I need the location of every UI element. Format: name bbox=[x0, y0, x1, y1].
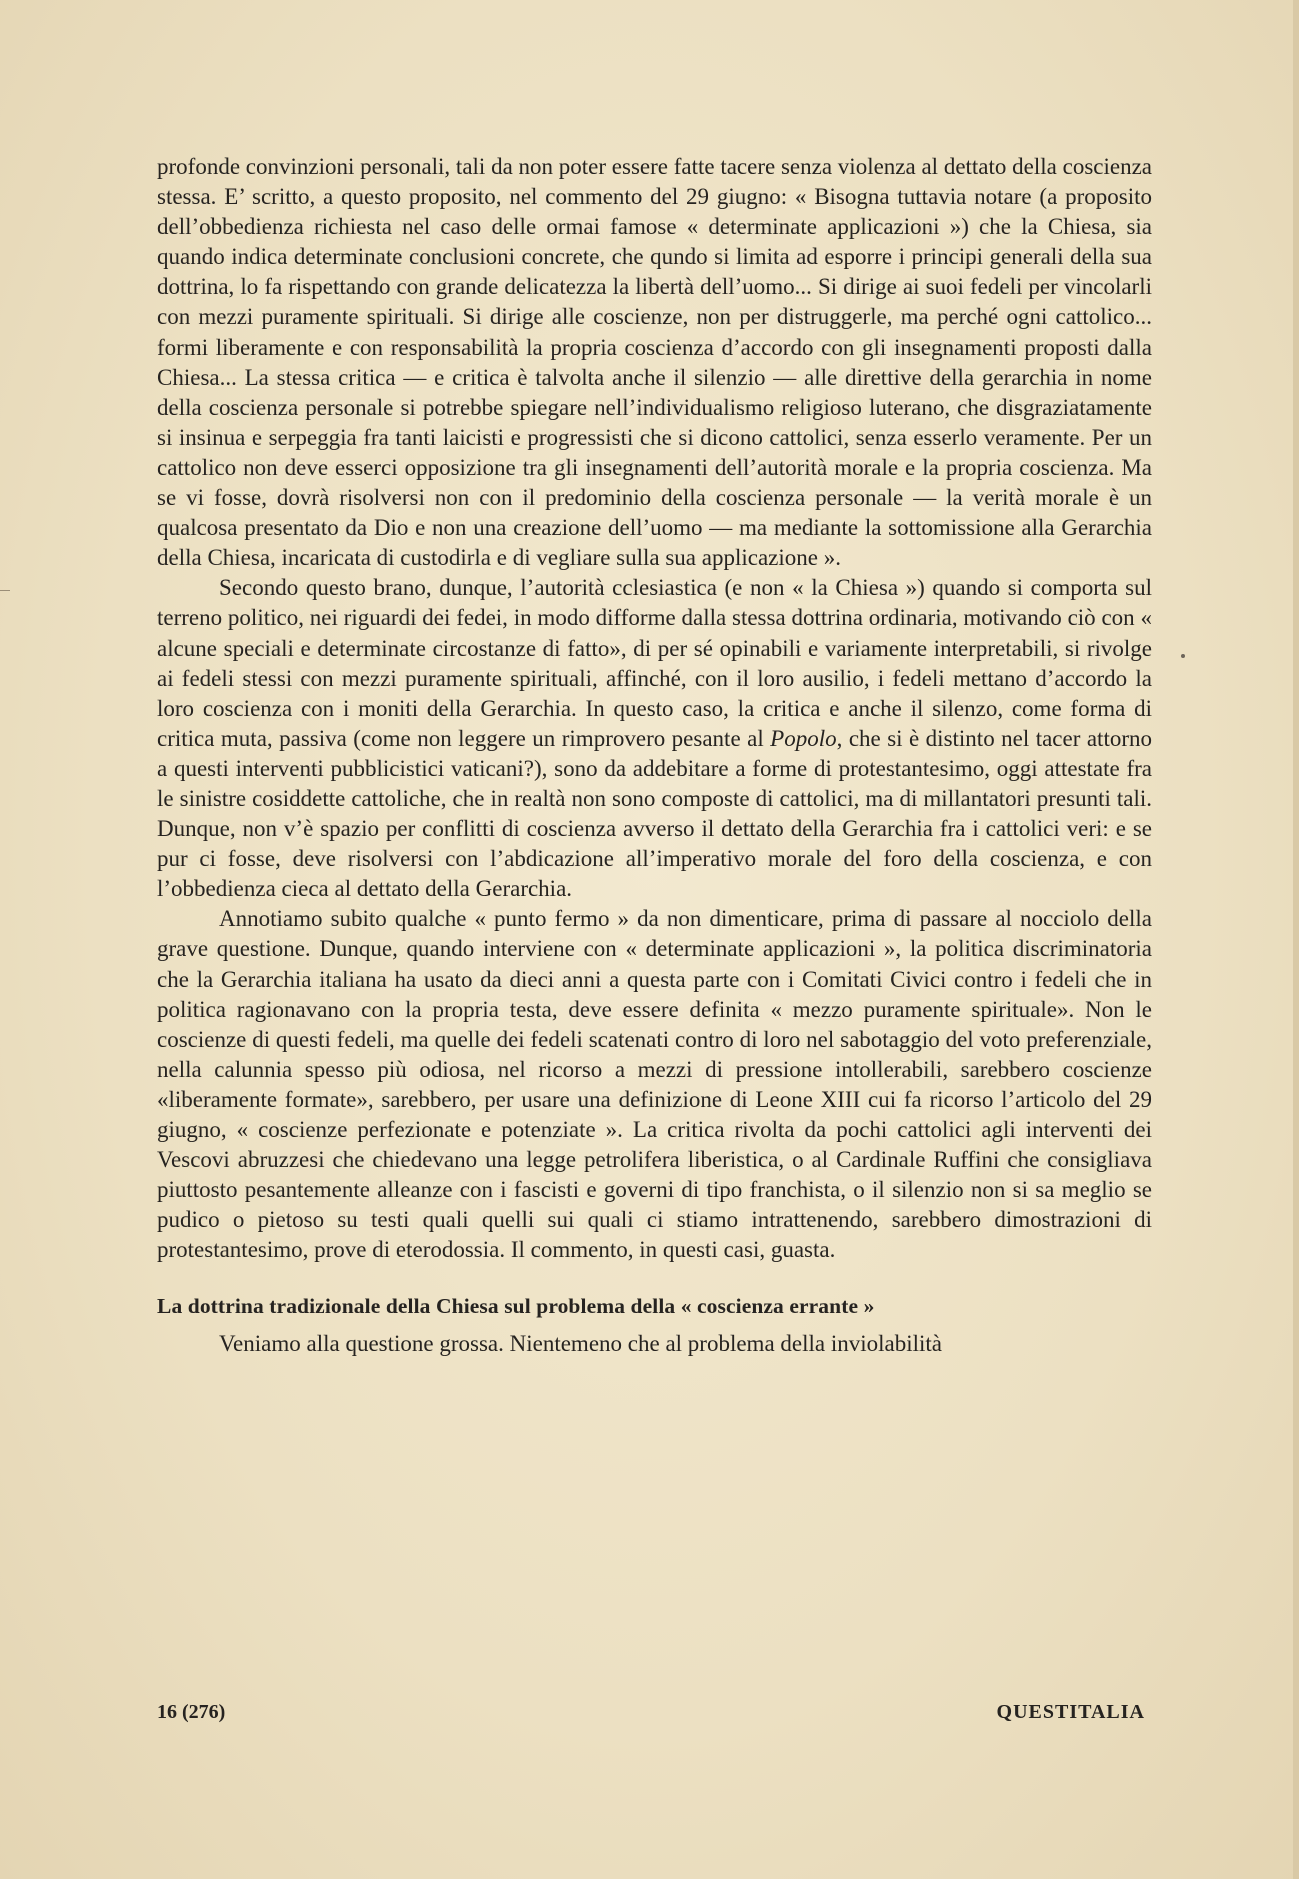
paragraph-2 bbox=[157, 573, 1152, 904]
page-number: 16 (276) bbox=[157, 1700, 226, 1723]
article-body bbox=[157, 152, 1152, 1360]
page-edge bbox=[1293, 0, 1299, 1879]
paragraph-3: Annotiamo subito qualche « punto fermo » da non dimenticare, prima di passare al nocciolo della grave questione. Dunque, quando interviene con « determinate applicazioni », la politica discriminatoria che la Gerarchia italiana ha usato da dieci anni a questa parte con i Comitati Civici contro i fedeli che in politica ragionavano con la propria testa, deve essere definita « mezzo puramente spirituale». Non le coscienze di questi fedeli, ma quelle dei fedeli scatenati contro di loro nel sabotaggio del voto preferenziale, nella calunnia spesso più odiosa, nel ricorso a mezzi di pressione intollerabili, sarebbero coscienze «liberamente formate», sarebbero, per usare una definizione di Leone XIII cui fa ricorso l’articolo del 29 giugno, « coscienze perfezionate e potenziate ». La critica rivolta da pochi cattolici agli interventi dei Vescovi abruzzesi che chiedevano una legge petrolifera liberistica, o al Cardinale Ruffini che consigliava piuttosto pesantemente alleanze con i fascisti e governi di tipo franchista, o il silenzio non si sa meglio se pudico o pietoso su testi quali quelli sui quali ci stiamo intrattenendo, sarebbero dimostrazioni di protestantesimo, prove di eterodossia. Il commento, in questi casi, guasta. bbox=[157, 906, 1152, 1263]
paragraph-2-tail: , che si è distinto nel tacer attorno a questi interventi pubblicistici vaticani?), sono da addebitare a forme di protestantesimo, oggi attestate fra le sinistre cosiddette cattoliche, che in realtà non sono composte di cattolici, ma di millantatori presunti tali. Dunque, non v’è spazio per conflitti di coscienza avverso il dettato della Gerarchia fra i cattolici veri: e se pur ci fosse, deve risolversi con l’abdicazione all’imperativo morale del foro della coscienza, e con l’obbedienza cieca al dettato della Gerarchia. bbox=[157, 725, 1152, 902]
margin-mark bbox=[0, 590, 10, 591]
paragraph-4: Veniamo alla questione grossa. Nientemeno che al problema della inviolabilità bbox=[219, 1331, 942, 1357]
paragraph-1: profonde convinzioni personali, tali da non poter essere fatte tacere senza violenza al dettato della coscienza stessa. E’ scritto, a questo proposito, nel commento del 29 giugno: « Bisogna tuttavia notare (a proposito dell’obbedienza richiesta nel caso delle ormai famose « determinate applicazioni ») che la Chiesa, sia quando indica determinate conclusioni concrete, che qundo si limita ad esporre i principi generali della sua dottrina, lo fa rispettando con grande delicatezza la libertà dell’uomo... Si dirige ai suoi fedeli per vincolarli con mezzi puramente spirituali. Si dirige alle coscienze, non per distruggerle, ma perché ogni cattolico... formi liberamente e con responsabilità la propria coscienza d’accordo con gli insegnamenti proposti dalla Chiesa... La stessa critica — e critica è talvolta anche il silenzio — alle direttive della gerarchia in nome della coscienza personale si potrebbe spiegare nell’individualismo religioso luterano, che disgraziatamente si insinua e serpeggia fra tanti laicisti e progressisti che si dicono cattolici, senza esserlo veramente. Per un cattolico non deve esserci opposizione tra gli insegnamenti dell’autorità morale e la propria coscienza. Ma se vi fosse, dovrà risolversi non con il predominio della coscienza personale — la verità morale è un qualcosa presentato da Dio e non una creazione dell’uomo — ma mediante la sottomissione alla Gerarchia della Chiesa, incaricata di custodirla e di vegliare sulla sua applicazione ». bbox=[157, 154, 1152, 571]
page-footer bbox=[157, 1697, 1145, 1727]
margin-dot bbox=[1181, 654, 1185, 658]
publication-title: QUESTITALIA bbox=[996, 1700, 1145, 1723]
paragraph-2-text: Secondo questo brano, dunque, l’autorità cclesiastica (e non « la Chiesa ») quando si comporta sul terreno politico, nei riguardi dei fedei, in modo difforme dalla stessa dottrina ordinaria, motivando ciò con « alcune speciali e determinate circostanze di fatto», di per sé opinabili e variamente interpretabili, si rivolge ai fedeli stessi con mezzi puramente spirituali, affinché, con il loro ausilio, i fedeli mettano d’accordo la loro coscienza con i moniti della Gerarchia. In questo caso, la critica e anche il silenzo, come forma di critica muta, passiva (come non leggere un rimprovero pesante al bbox=[157, 575, 1152, 751]
section-heading: La dottrina tradizionale della Chiesa sul problema della « coscienza errante » bbox=[157, 1294, 875, 1319]
newspaper-title: Popolo bbox=[770, 725, 837, 751]
